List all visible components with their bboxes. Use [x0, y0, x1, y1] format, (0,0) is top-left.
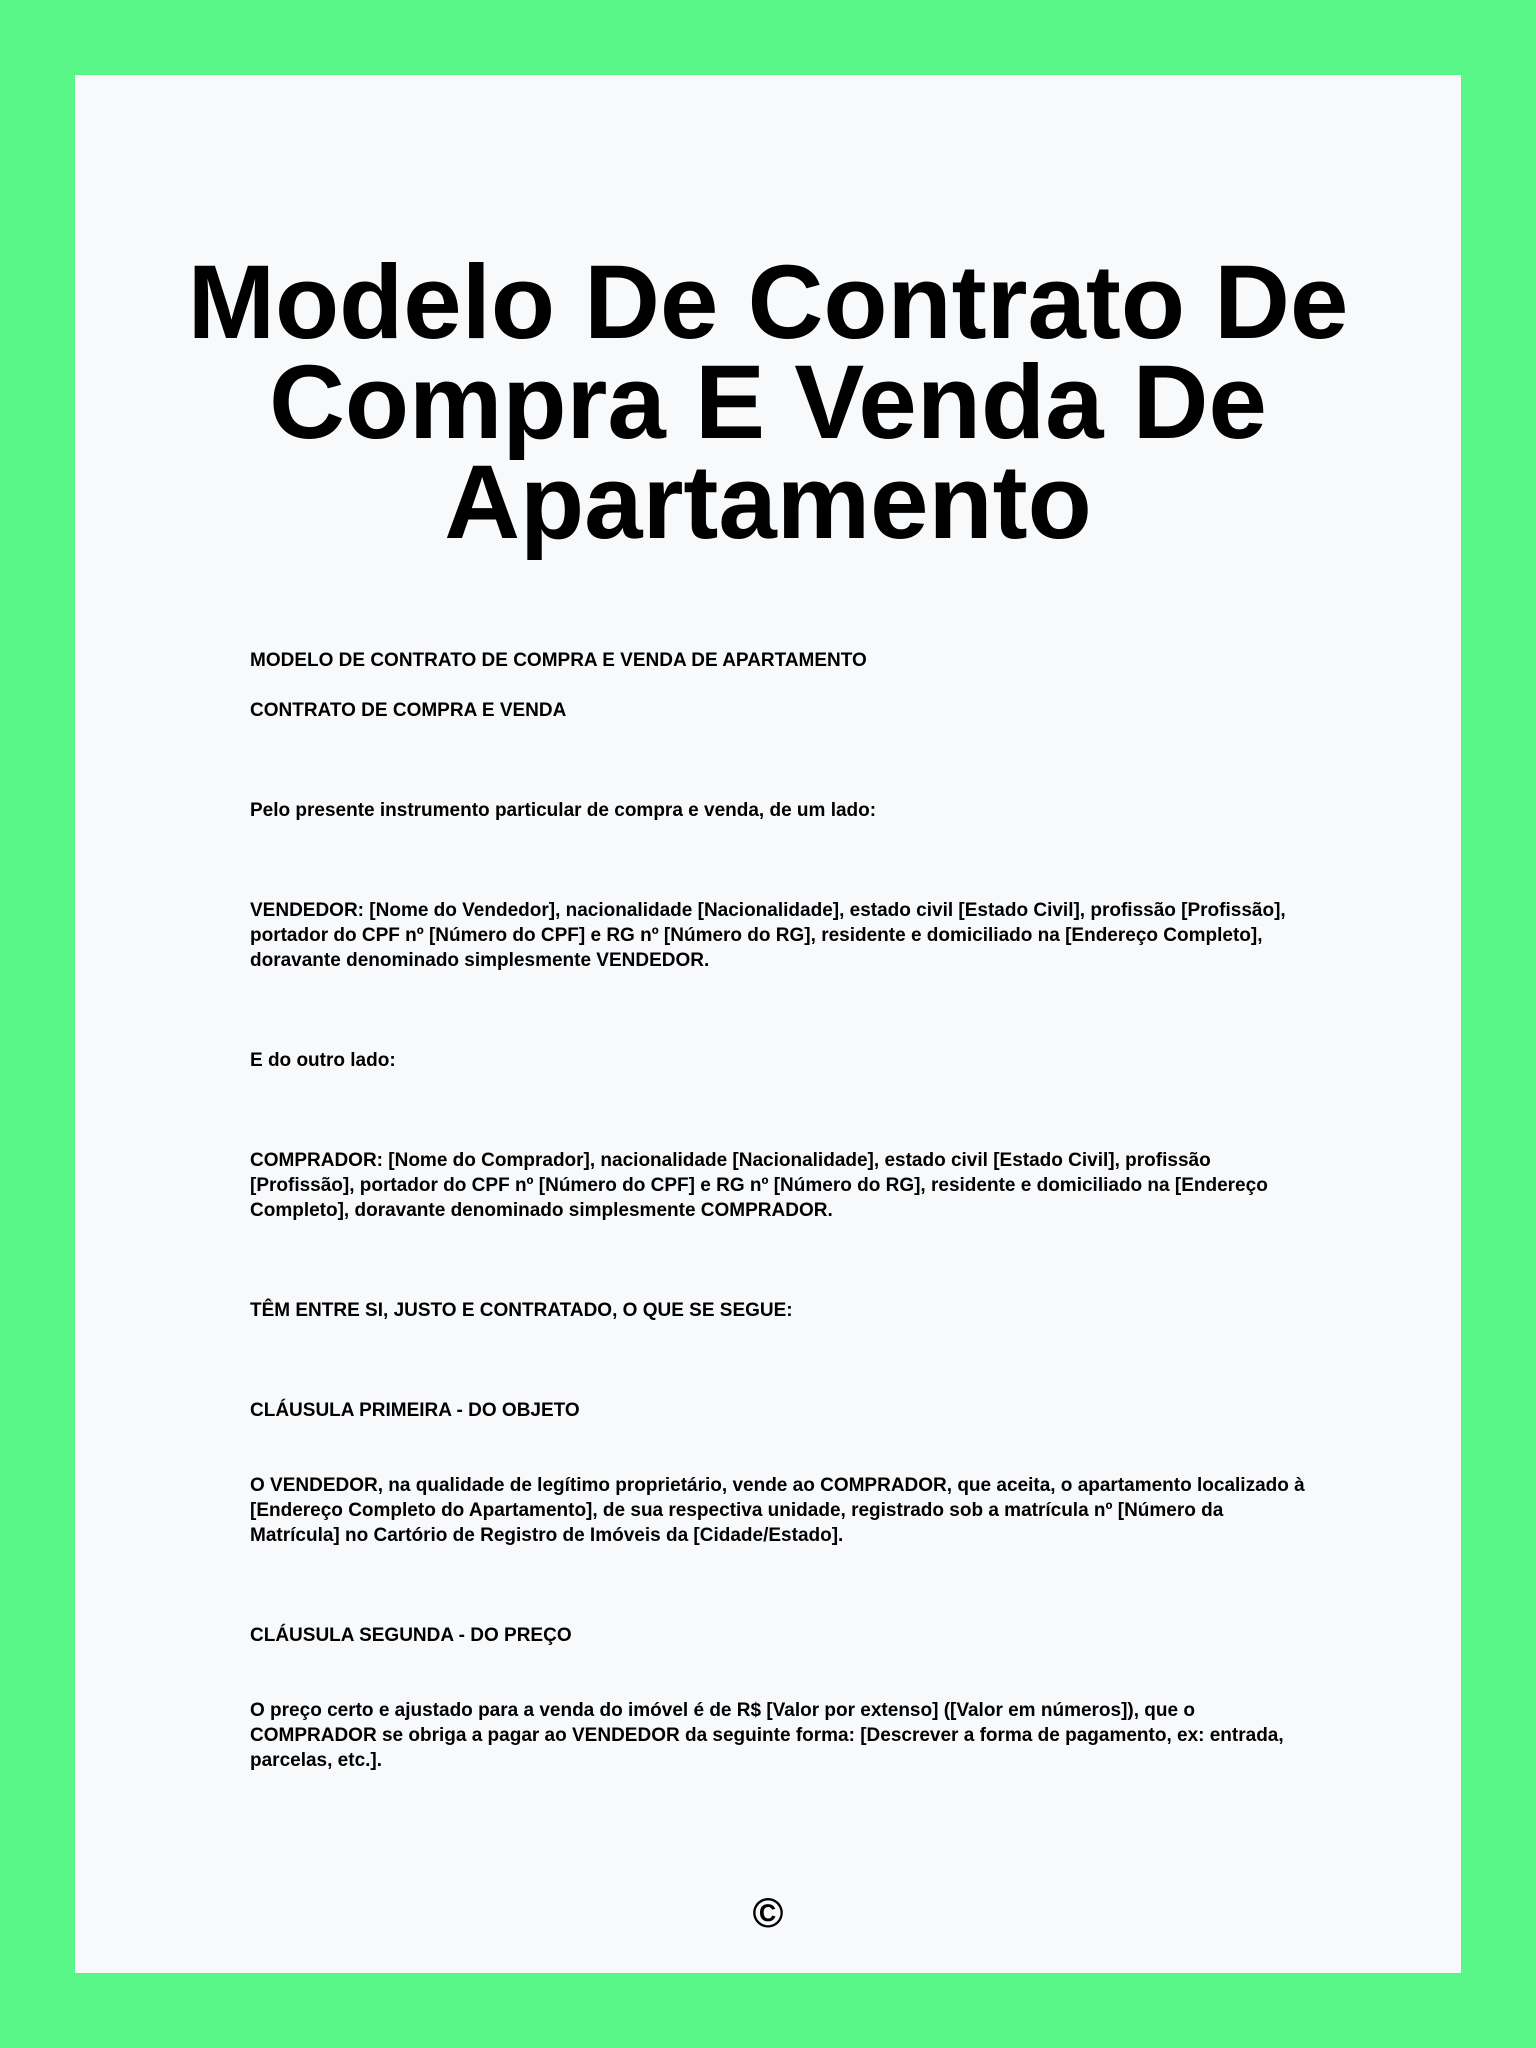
intro-paragraph: Pelo presente instrumento particular de compra e venda, de um lado:: [250, 800, 877, 821]
clause-two-text: O preço certo e ajustado para a venda do imóvel é de R$ [Valor por extenso] ([Valor em números]), que o COMPRADOR se obriga a pagar ao VENDEDOR da seguinte forma: [Descrever a forma de pagamento, ex: entrada, parcelas, etc.].: [250, 1700, 1284, 1771]
copyright-symbol: ©: [752, 1889, 784, 1936]
seller-paragraph: VENDEDOR: [Nome do Vendedor], nacionalidade [Nacionalidade], estado civil [Estado Civil], profissão [Profissão], portador do CPF nº [Número do CPF] e RG nº [Número do RG], residente e domiciliado na [Endereço Completo], doravante denominado simplesmente VENDEDOR.: [250, 900, 1286, 971]
other-side-paragraph: E do outro lado:: [250, 1050, 396, 1071]
document-title: Modelo De Contrato De Compra E Venda De Apartamento: [187, 244, 1349, 561]
clause-two-heading: CLÁUSULA SEGUNDA - DO PREÇO: [250, 1625, 572, 1646]
document-body: [250, 648, 1310, 1773]
agreement-heading: TÊM ENTRE SI, JUSTO E CONTRATADO, O QUE SE SEGUE:: [250, 1300, 793, 1321]
document-page: [75, 75, 1461, 1973]
heading-contract: CONTRATO DE COMPRA E VENDA: [250, 700, 567, 721]
heading-model: MODELO DE CONTRATO DE COMPRA E VENDA DE APARTAMENTO: [250, 650, 867, 671]
clause-one-text: O VENDEDOR, na qualidade de legítimo proprietário, vende ao COMPRADOR, que aceita, o apartamento localizado à [Endereço Completo do Apartamento], de sua respectiva unidade, registrado sob a matrícula nº [Número da Matrícula] no Cartório de Registro de Imóveis da [Cidade/Estado].: [250, 1475, 1305, 1546]
buyer-paragraph: COMPRADOR: [Nome do Comprador], nacionalidade [Nacionalidade], estado civil [Estado Civil], profissão [Profissão], portador do CPF nº [Número do CPF] e RG nº [Número do RG], residente e domiciliado na [Endereço Completo], doravante denominado simplesmente COMPRADOR.: [250, 1150, 1268, 1221]
clause-one-heading: CLÁUSULA PRIMEIRA - DO OBJETO: [250, 1400, 580, 1421]
